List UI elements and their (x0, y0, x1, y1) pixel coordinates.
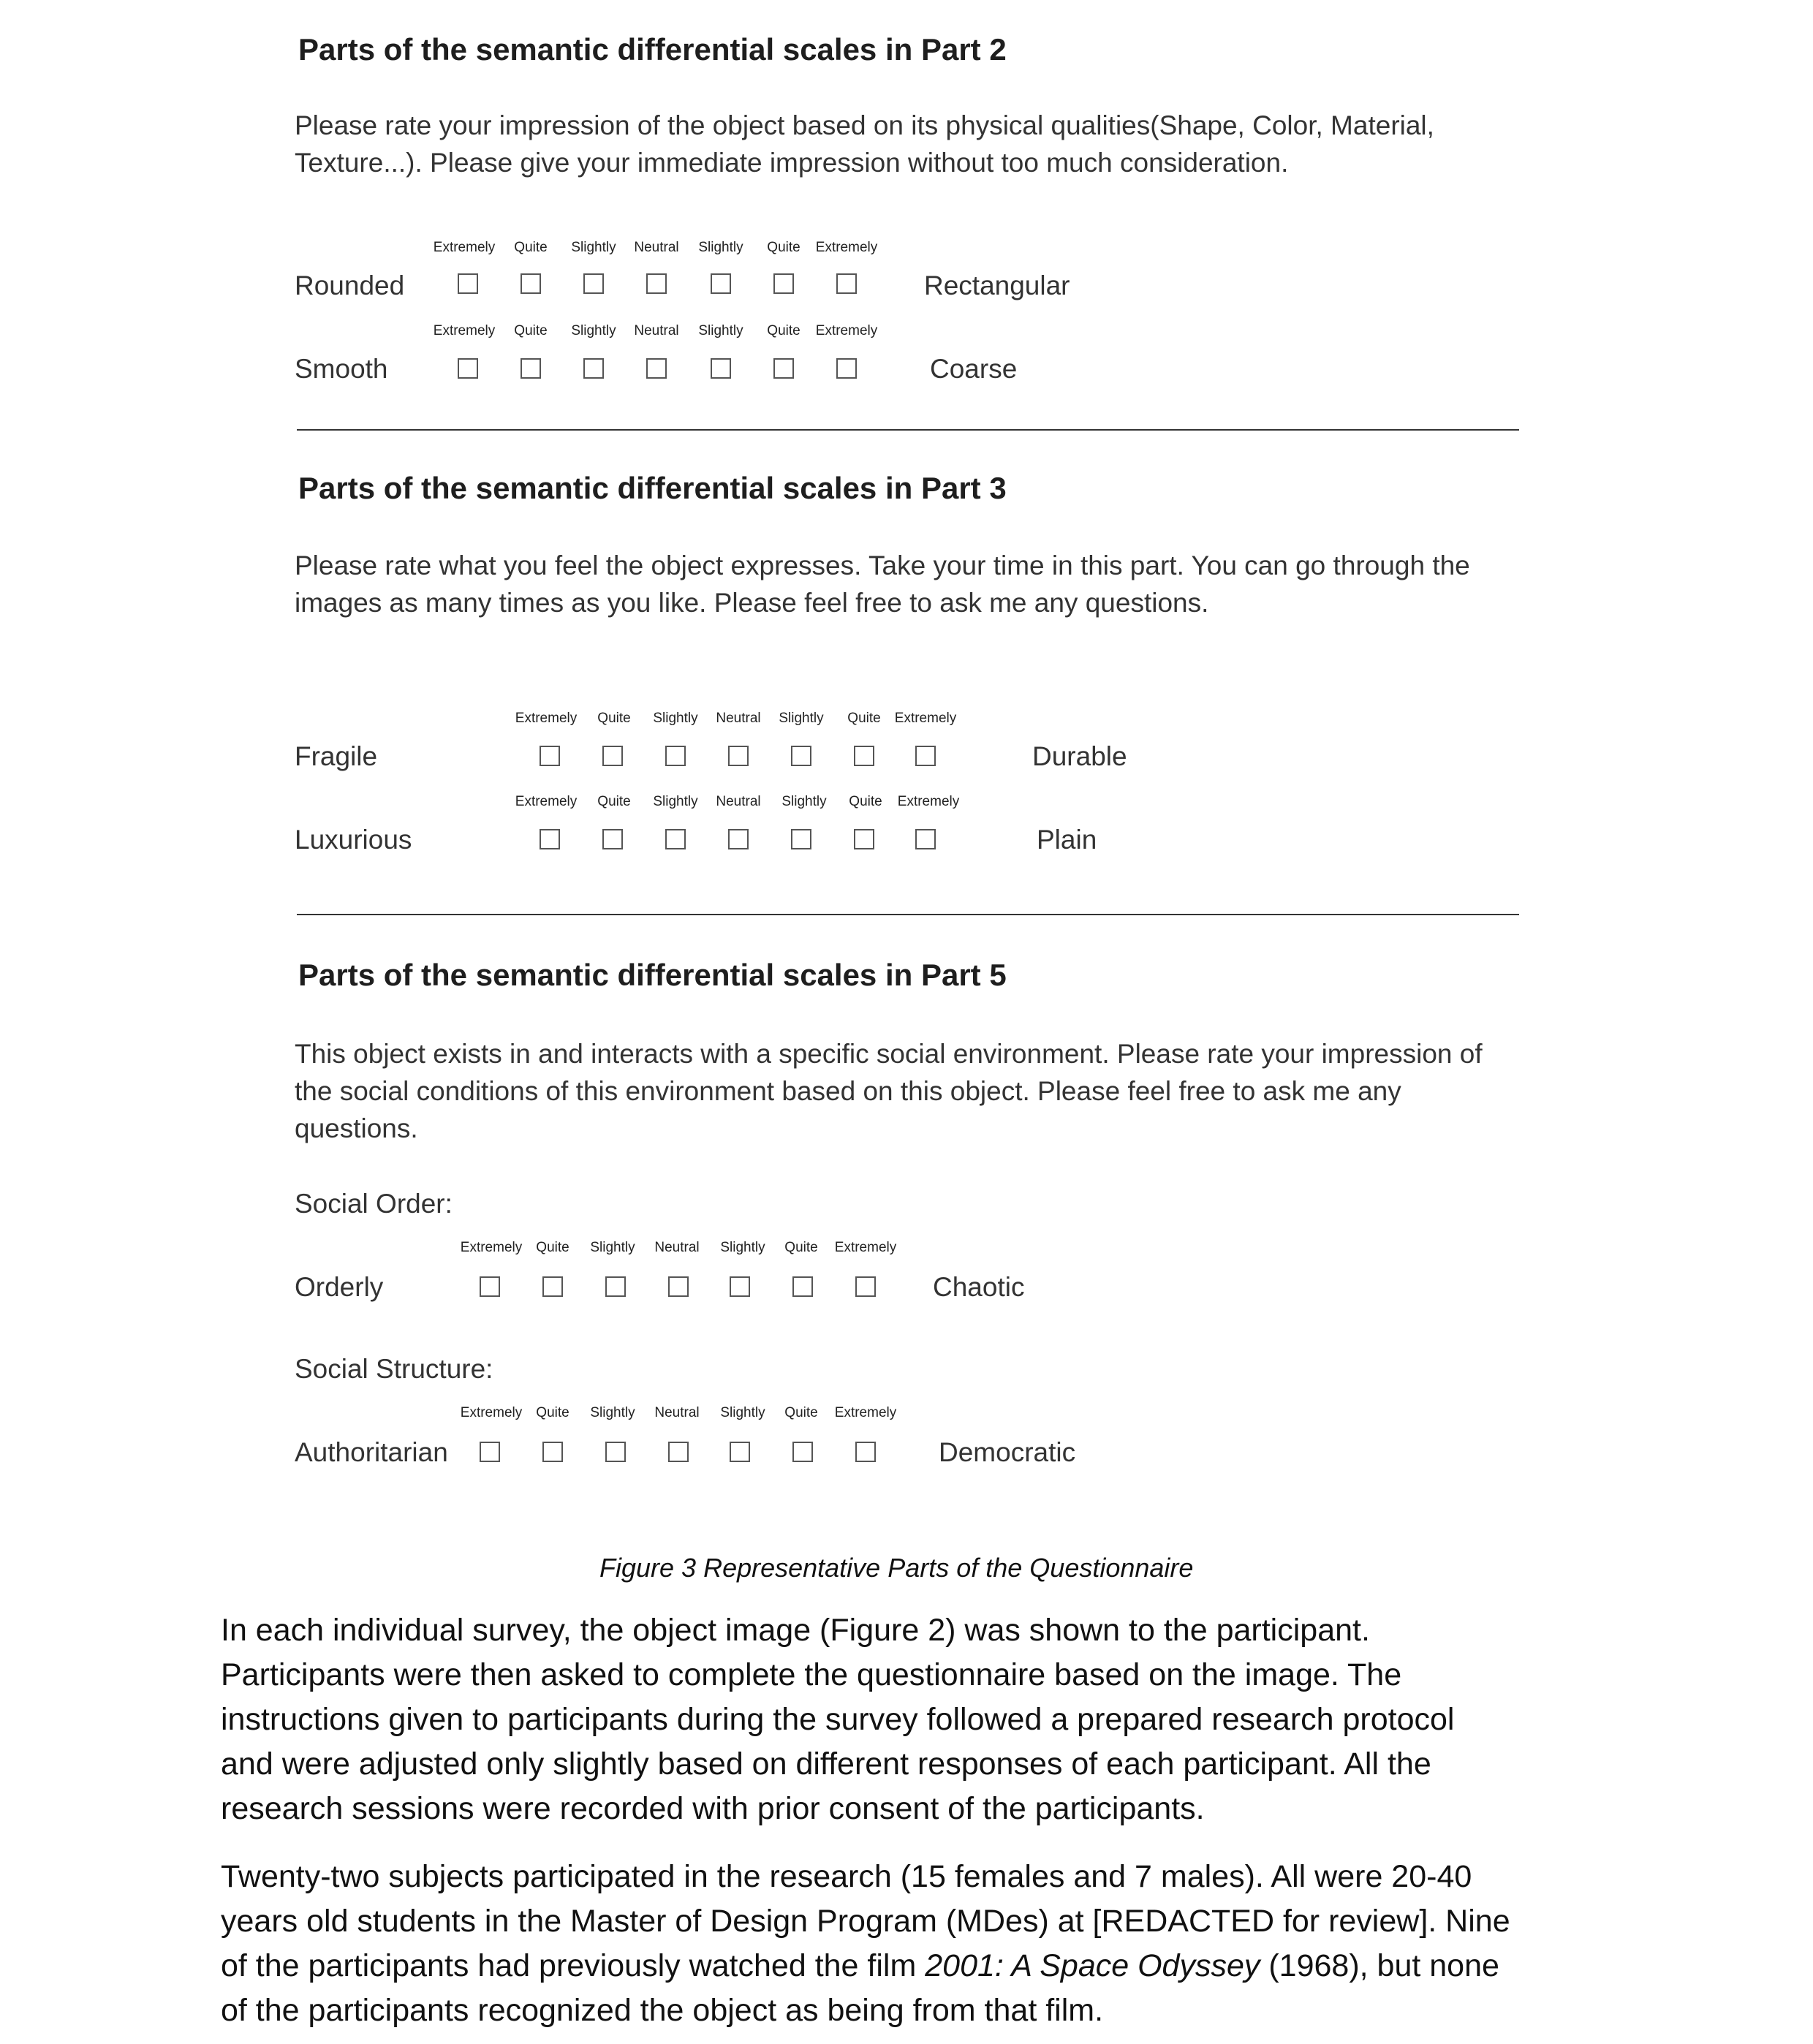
scale-left-label: Authoritarian (295, 1437, 448, 1467)
part5-instruction-line: questions. (295, 1113, 418, 1143)
scale-tick-label: Slightly (781, 794, 827, 809)
scale-tick-label: Neutral (716, 794, 761, 809)
scale-tick-label: Quite (514, 323, 548, 338)
part3-instruction (295, 547, 1470, 621)
scale-tick-label: Slightly (698, 323, 743, 338)
rating-checkbox[interactable] (855, 1442, 876, 1462)
rating-checkbox[interactable] (792, 1442, 813, 1462)
social-order-label: Social Order: (295, 1189, 453, 1219)
scale-tick-label: Quite (784, 1240, 818, 1255)
scale-tick-label: Extremely (515, 711, 578, 726)
paragraph-line: In each individual survey, the object image (Figure 2) was shown to the participant. (221, 1613, 1370, 1648)
rating-checkbox[interactable] (540, 746, 560, 766)
rating-checkbox[interactable] (773, 273, 794, 294)
scale-tick-label: Extremely (834, 1240, 897, 1255)
scale-tick-label: Quite (767, 323, 800, 338)
rating-checkbox[interactable] (668, 1276, 689, 1297)
rating-checkbox[interactable] (458, 273, 478, 294)
scale-tick-label: Slightly (571, 323, 616, 338)
rating-checkbox[interactable] (855, 1276, 876, 1297)
social-structure-label: Social Structure: (295, 1354, 493, 1384)
scale-tick-label: Neutral (654, 1405, 700, 1420)
scale-tick-label: Slightly (720, 1405, 765, 1420)
rating-checkbox[interactable] (480, 1442, 500, 1462)
figure-caption: Figure 3 Representative Parts of the Questionnaire (599, 1553, 1194, 1583)
scale-tick-label: Quite (849, 794, 882, 809)
scale-tick-label: Extremely (460, 1405, 523, 1420)
rating-checkbox[interactable] (602, 829, 623, 849)
rating-checkbox[interactable] (791, 746, 811, 766)
rating-checkbox[interactable] (854, 829, 874, 849)
rating-checkbox[interactable] (602, 746, 623, 766)
scale-tick-label: Neutral (634, 240, 679, 255)
rating-checkbox[interactable] (665, 829, 686, 849)
rating-checkbox[interactable] (791, 829, 811, 849)
paragraph-text: of the participants had previously watched the film (221, 1948, 926, 1983)
part3-instruction-line: Please rate what you feel the object expresses. Take your time in this part. You can go through the (295, 550, 1470, 580)
scale-tick-label: Extremely (897, 794, 960, 809)
scale-right-label: Coarse (930, 354, 1018, 384)
rating-checkbox[interactable] (542, 1442, 563, 1462)
part2-instruction-line: Please rate your impression of the object based on its physical qualities(Shape, Color, Material, (295, 110, 1434, 140)
scale-tick-label: Quite (597, 794, 631, 809)
scale-tick-label: Slightly (698, 240, 743, 255)
rating-checkbox[interactable] (711, 358, 731, 379)
scale-tick-label: Quite (784, 1405, 818, 1420)
scale-tick-label: Extremely (460, 1240, 523, 1255)
scale-tick-label: Quite (597, 711, 631, 726)
paragraph-text: (1968), but none (1260, 1948, 1499, 1983)
rating-checkbox[interactable] (836, 273, 857, 294)
paragraph-line: instructions given to participants during the survey followed a prepared research protocol (221, 1702, 1455, 1737)
film-title: 2001: A Space Odyssey (925, 1948, 1260, 1983)
rating-checkbox[interactable] (458, 358, 478, 379)
rating-checkbox[interactable] (646, 273, 667, 294)
paragraph-line: Participants were then asked to complete the questionnaire based on the image. The (221, 1657, 1402, 1692)
scale-left-label: Luxurious (295, 825, 412, 855)
section-divider (297, 914, 1519, 915)
scale-left-label: Smooth (295, 354, 388, 384)
scale-right-label: Chaotic (933, 1272, 1025, 1302)
part2-instruction-line: Texture...). Please give your immediate impression without too much consideration. (295, 148, 1289, 178)
scale-tick-label: Quite (767, 240, 800, 255)
rating-checkbox[interactable] (915, 829, 936, 849)
rating-checkbox[interactable] (646, 358, 667, 379)
scale-tick-label: Slightly (571, 240, 616, 255)
rating-checkbox[interactable] (665, 746, 686, 766)
rating-checkbox[interactable] (730, 1276, 750, 1297)
body-paragraph-1 (221, 1608, 1639, 1831)
scale-left-label: Fragile (295, 741, 378, 771)
rating-checkbox[interactable] (728, 746, 749, 766)
scale-tick-label: Quite (514, 240, 548, 255)
scale-left-label: Rounded (295, 270, 405, 300)
section-divider (297, 429, 1519, 431)
scale-right-label: Democratic (939, 1437, 1076, 1467)
part3-title: Parts of the semantic differential scales in Part 3 (298, 471, 1007, 505)
rating-checkbox[interactable] (480, 1276, 500, 1297)
scale-right-label: Durable (1032, 741, 1127, 771)
part5-instruction-line: the social conditions of this environment based on this object. Please feel free to ask me any (295, 1076, 1401, 1106)
paragraph-line: Twenty-two subjects participated in the research (15 females and 7 males). All were 20-40 (221, 1859, 1472, 1894)
rating-checkbox[interactable] (792, 1276, 813, 1297)
paragraph-line: of the participants recognized the object as being from that film. (221, 1993, 1104, 2028)
part3-instruction-line: images as many times as you like. Please feel free to ask me any questions. (295, 588, 1209, 618)
scale-tick-label: Extremely (433, 240, 496, 255)
scale-tick-label: Slightly (720, 1240, 765, 1255)
scale-tick-label: Slightly (779, 711, 824, 726)
body-paragraph-2 (221, 1855, 1639, 2033)
scale-right-label: Plain (1037, 825, 1097, 855)
part5-instruction (295, 1035, 1483, 1147)
rating-checkbox[interactable] (854, 746, 874, 766)
scale-tick-label: Extremely (433, 323, 496, 338)
scale-tick-label: Extremely (815, 240, 878, 255)
rating-checkbox[interactable] (605, 1442, 626, 1462)
paragraph-line: and were adjusted only slightly based on different responses of each participant. All the (221, 1746, 1431, 1782)
part2-instruction (295, 107, 1434, 181)
scale-tick-label: Extremely (894, 711, 957, 726)
scale-tick-label: Quite (847, 711, 881, 726)
scale-tick-label: Neutral (654, 1240, 700, 1255)
rating-checkbox[interactable] (773, 358, 794, 379)
scale-tick-label: Slightly (653, 794, 698, 809)
rating-checkbox[interactable] (542, 1276, 563, 1297)
paragraph-line (221, 1944, 1639, 1988)
scale-left-label: Orderly (295, 1272, 384, 1302)
scale-tick-label: Extremely (515, 794, 578, 809)
rating-checkbox[interactable] (521, 358, 541, 379)
part2-title: Parts of the semantic differential scales in Part 2 (298, 32, 1007, 67)
part5-instruction-line: This object exists in and interacts with a specific social environment. Please rate your impression of (295, 1039, 1483, 1069)
rating-checkbox[interactable] (730, 1442, 750, 1462)
paragraph-line: years old students in the Master of Design Program (MDes) at [REDACTED for review]. Nine (221, 1904, 1510, 1939)
rating-checkbox[interactable] (583, 358, 604, 379)
rating-checkbox[interactable] (915, 746, 936, 766)
rating-checkbox[interactable] (836, 358, 857, 379)
scale-tick-label: Extremely (834, 1405, 897, 1420)
rating-checkbox[interactable] (711, 273, 731, 294)
scale-tick-label: Neutral (634, 323, 679, 338)
rating-checkbox[interactable] (540, 829, 560, 849)
paragraph-line: research sessions were recorded with prior consent of the participants. (221, 1791, 1205, 1826)
scale-right-label: Rectangular (924, 270, 1070, 300)
rating-checkbox[interactable] (521, 273, 541, 294)
scale-tick-label: Slightly (653, 711, 698, 726)
rating-checkbox[interactable] (728, 829, 749, 849)
scale-tick-label: Neutral (716, 711, 761, 726)
rating-checkbox[interactable] (583, 273, 604, 294)
scale-tick-label: Quite (536, 1405, 569, 1420)
rating-checkbox[interactable] (605, 1276, 626, 1297)
scale-tick-label: Extremely (815, 323, 878, 338)
scale-tick-label: Slightly (590, 1240, 635, 1255)
scale-tick-label: Slightly (590, 1405, 635, 1420)
scale-tick-label: Quite (536, 1240, 569, 1255)
part5-title: Parts of the semantic differential scales in Part 5 (298, 958, 1007, 992)
rating-checkbox[interactable] (668, 1442, 689, 1462)
